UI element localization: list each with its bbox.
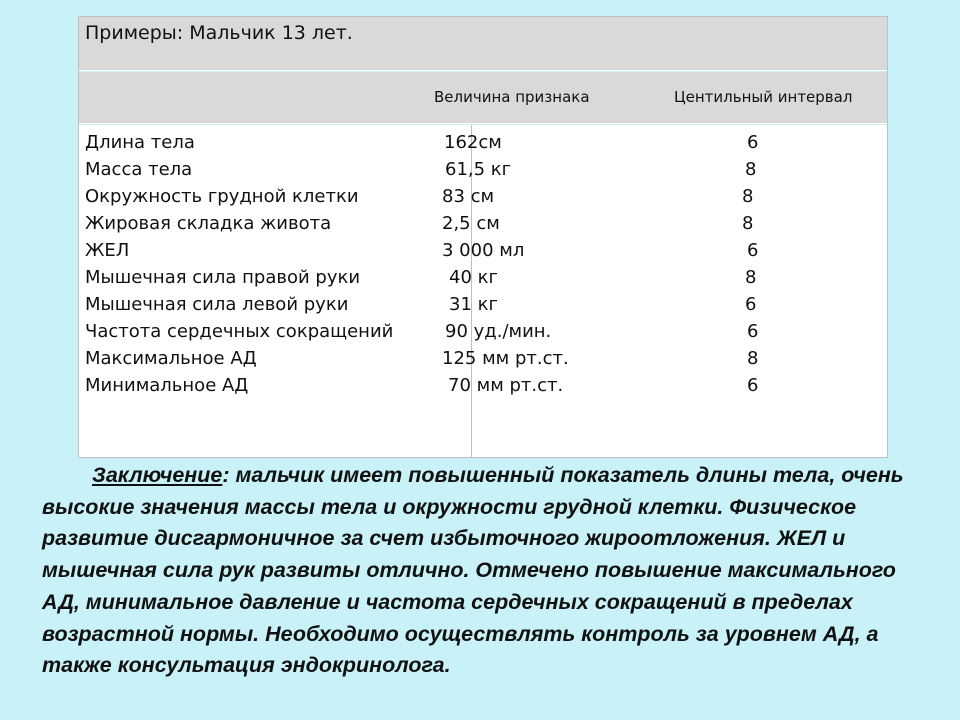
table-row <box>79 237 887 264</box>
conclusion-paragraph <box>42 460 937 682</box>
row-value: 90 уд./мин. <box>445 321 552 342</box>
row-value: 61,5 кг <box>445 159 512 180</box>
conclusion-text: : мальчик имеет повышенный показатель длины тела, очень высокие значения массы тела и окружности грудной клетки. Физическое развитие дисгармоничное за счет избыточного жироотложения. ЖЕЛ и мышечная сила рук развиты отлично. Отмечено повышение максимального АД, минимальное давление и частота сердечных сокращений в пределах возрастной нормы. Необходимо осуществлять контроль за уровнем АД, а также консультация эндокринолога. <box>42 463 904 678</box>
row-value: 3 000 мл <box>442 240 525 261</box>
row-interval: 8 <box>745 267 757 288</box>
row-value: 40 кг <box>449 267 498 288</box>
row-value: 31 кг <box>449 294 498 315</box>
data-table <box>78 16 888 458</box>
row-name: Минимальное АД <box>85 375 249 396</box>
row-name: ЖЕЛ <box>85 240 130 261</box>
row-interval: 8 <box>745 159 757 180</box>
row-name: Жировая складка живота <box>85 213 332 234</box>
row-name: Длина тела <box>85 132 195 153</box>
row-interval: 6 <box>747 132 759 153</box>
row-name: Частота сердечных сокращений <box>85 321 394 342</box>
table-row <box>79 372 887 399</box>
row-value: 162см <box>444 132 502 153</box>
row-interval: 8 <box>747 348 759 369</box>
table-body <box>79 125 887 457</box>
row-name: Масса тела <box>85 159 193 180</box>
table-header-row <box>79 72 887 124</box>
table-title-row <box>79 17 887 71</box>
table-row <box>79 156 887 183</box>
table-row <box>79 264 887 291</box>
row-interval: 8 <box>742 213 754 234</box>
table-row <box>79 345 887 372</box>
table-row <box>79 210 887 237</box>
conclusion-label: Заключение <box>92 463 223 487</box>
table-row <box>79 129 887 156</box>
row-value: 83 см <box>442 186 495 207</box>
row-interval: 6 <box>747 375 759 396</box>
row-interval: 6 <box>745 294 757 315</box>
row-name: Мышечная сила левой руки <box>85 294 349 315</box>
header-value: Величина признака <box>434 88 590 106</box>
header-interval: Центильный интервал <box>674 88 853 106</box>
row-value: 2,5 см <box>442 213 500 234</box>
table-title: Примеры: Мальчик 13 лет. <box>85 22 353 44</box>
row-name: Окружность грудной клетки <box>85 186 359 207</box>
row-interval: 8 <box>742 186 754 207</box>
row-value: 125 мм рт.ст. <box>442 348 569 369</box>
row-interval: 6 <box>747 321 759 342</box>
row-name: Мышечная сила правой руки <box>85 267 361 288</box>
table-row <box>79 318 887 345</box>
row-value: 70 мм рт.ст. <box>448 375 564 396</box>
row-interval: 6 <box>747 240 759 261</box>
table-row <box>79 291 887 318</box>
row-name: Максимальное АД <box>85 348 257 369</box>
table-row <box>79 183 887 210</box>
